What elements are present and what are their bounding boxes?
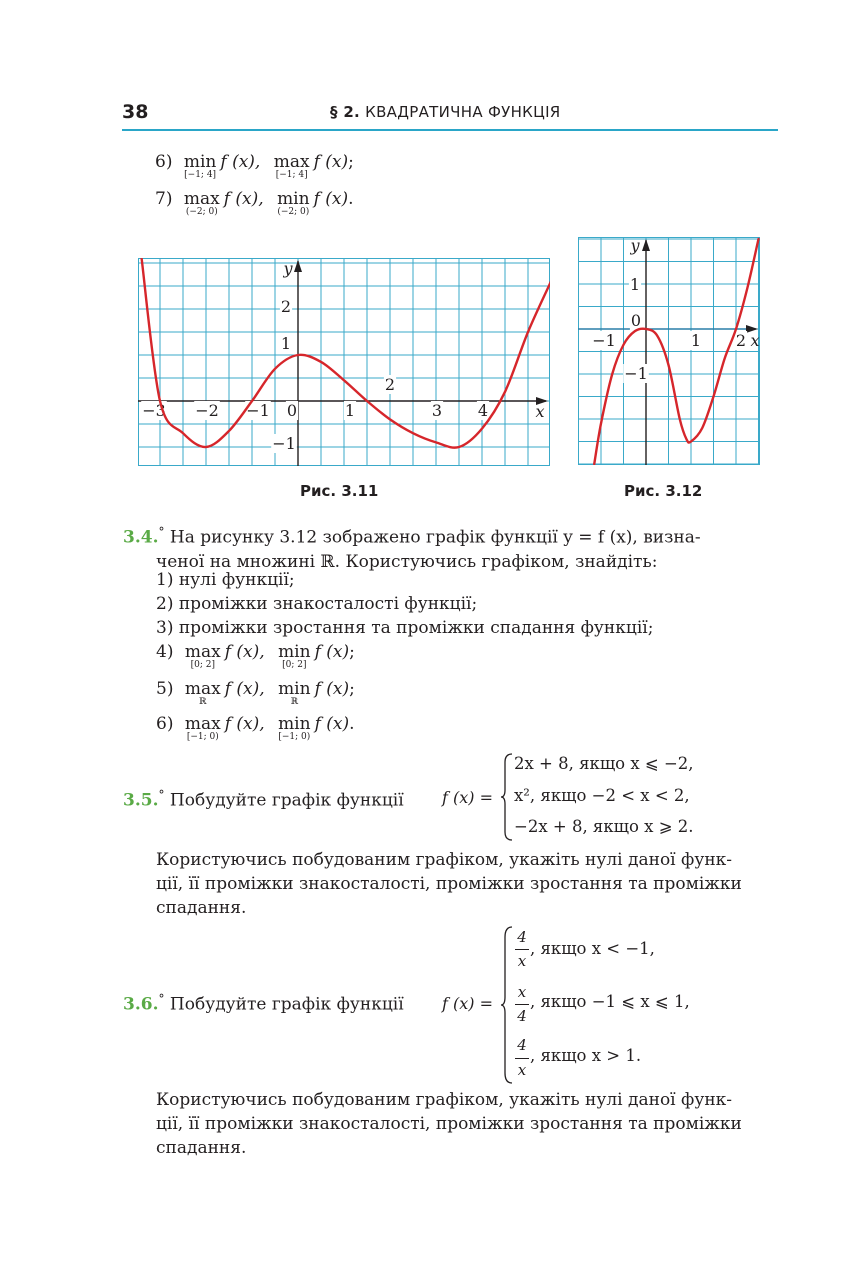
task-3-5-lhs: f (x) = bbox=[442, 788, 494, 807]
task-3-6-followup bbox=[156, 1088, 778, 1160]
text-line: спадання. bbox=[156, 1138, 247, 1158]
task-3-6-cond-2: , якщо −1 ⩽ x ⩽ 1, bbox=[530, 992, 690, 1011]
tick-label: 4 bbox=[477, 401, 489, 420]
figure-3-11-caption: Рис. 3.11 bbox=[300, 482, 379, 500]
max-operator bbox=[185, 714, 221, 742]
task-3-5-brace bbox=[500, 752, 514, 842]
tick-label: 0 bbox=[630, 311, 642, 330]
tick-label: −3 bbox=[142, 401, 166, 420]
fx: f (x), bbox=[224, 714, 265, 734]
min-operator bbox=[184, 152, 217, 180]
task-3-4-item-4 bbox=[156, 642, 355, 670]
item-7-top bbox=[155, 189, 354, 217]
op-subscript: [−1; 4] bbox=[184, 170, 217, 180]
op-text: max bbox=[273, 152, 310, 172]
min-operator bbox=[278, 642, 311, 670]
task-3-6-statement bbox=[123, 992, 404, 1015]
op-subscript: [0; 2] bbox=[282, 660, 307, 670]
frac-denominator: x bbox=[517, 1061, 527, 1079]
fx: f (x), bbox=[220, 152, 261, 172]
y-axis-label: y bbox=[283, 259, 293, 278]
y-axis-arrow bbox=[642, 239, 650, 251]
fx: f (x), bbox=[224, 679, 265, 699]
tick-label: 3 bbox=[431, 401, 443, 420]
header-rule bbox=[122, 129, 778, 131]
figure-3-12-graph bbox=[578, 237, 760, 465]
fx: f (x), bbox=[223, 189, 264, 209]
fx: f (x) bbox=[314, 642, 350, 662]
punct: ; bbox=[348, 152, 354, 172]
punct: . bbox=[349, 714, 355, 734]
text-line: Користуючись побудованим графіком, укажіть нулі даної функ- bbox=[156, 850, 733, 870]
task-number: 3.6. bbox=[123, 994, 159, 1015]
min-operator bbox=[278, 714, 311, 742]
task-3-6-brace bbox=[500, 925, 514, 1085]
figure-3-11-graph bbox=[138, 258, 550, 466]
item-number: 6) bbox=[155, 152, 173, 172]
text-line: ції, її проміжки знакосталості, проміжки зростання та проміжки bbox=[156, 1114, 742, 1134]
task-3-4-item-3: 3) проміжки зростання та проміжки спадання функції; bbox=[156, 618, 654, 638]
tick-label: 2 bbox=[280, 297, 292, 316]
fx: f (x), bbox=[224, 642, 265, 662]
task-3-4-line-1 bbox=[123, 520, 778, 550]
fraction-bar bbox=[515, 1004, 529, 1005]
task-3-4-line-2: ченої на множині ℝ. Користуючись графіком, знайдіть: bbox=[156, 551, 658, 572]
frac-denominator: 4 bbox=[517, 1007, 527, 1025]
text-line: ції, її проміжки знакосталості, проміжки зростання та проміжки bbox=[156, 874, 742, 894]
tick-label: 1 bbox=[280, 334, 292, 353]
tick-label: −1 bbox=[246, 401, 270, 420]
op-subscript: [−1; 0) bbox=[186, 732, 219, 742]
op-text: min bbox=[278, 642, 311, 662]
task-text: Побудуйте графік функції bbox=[169, 790, 404, 811]
tick-label: 1 bbox=[344, 401, 356, 420]
fx: f (x) bbox=[314, 679, 350, 699]
task-3-6-cond-1: , якщо x < −1, bbox=[530, 939, 655, 958]
y-axis-label: y bbox=[630, 237, 640, 255]
fraction-bar bbox=[515, 1058, 529, 1059]
task-3-4-item-6 bbox=[156, 714, 355, 742]
op-text: max bbox=[184, 679, 221, 699]
frac-numerator: 4 bbox=[517, 1036, 527, 1054]
tick-label: −1 bbox=[272, 434, 296, 453]
fx: f (x) bbox=[313, 152, 349, 172]
item-number: 5) bbox=[156, 679, 174, 699]
task-3-4-text bbox=[123, 520, 778, 574]
item-6-top bbox=[155, 152, 354, 180]
item-number: 6) bbox=[156, 714, 174, 734]
item-number: 4) bbox=[156, 642, 174, 662]
min-operator bbox=[277, 189, 310, 217]
op-text: min bbox=[278, 679, 311, 699]
op-text: max bbox=[184, 714, 221, 734]
tick-label: 2 bbox=[384, 375, 396, 394]
text-line: спадання. bbox=[156, 898, 247, 918]
op-subscript: [0; 2] bbox=[190, 660, 215, 670]
frac-numerator: 4 bbox=[517, 928, 527, 946]
min-operator bbox=[278, 679, 311, 707]
x-axis-label: x bbox=[535, 402, 545, 421]
section-title: КВАДРАТИЧНА ФУНКЦІЯ bbox=[365, 103, 561, 121]
op-text: min bbox=[183, 152, 217, 172]
fx: f (x) bbox=[313, 189, 349, 209]
degree-mark: ° bbox=[158, 992, 165, 1006]
task-3-5-followup bbox=[156, 848, 778, 920]
max-operator bbox=[184, 189, 220, 217]
frac-numerator: x bbox=[517, 983, 527, 1001]
task-number: 3.5. bbox=[123, 790, 159, 811]
task-3-4-item-2: 2) проміжки знакосталості функції; bbox=[156, 594, 478, 614]
task-3-4-item-5 bbox=[156, 679, 355, 707]
punct: . bbox=[348, 189, 354, 209]
running-head bbox=[330, 103, 561, 121]
op-subscript: (−2; 0) bbox=[185, 207, 218, 217]
max-operator bbox=[274, 152, 310, 180]
task-3-6-lhs: f (x) = bbox=[442, 994, 494, 1013]
op-subscript: ℝ bbox=[290, 697, 299, 707]
x-axis-label: x bbox=[750, 331, 760, 350]
op-text: min bbox=[277, 189, 310, 209]
fraction-bar bbox=[515, 949, 529, 950]
task-text: Побудуйте графік функції bbox=[169, 994, 404, 1015]
punct: ; bbox=[349, 642, 355, 662]
task-3-5-statement bbox=[123, 788, 404, 811]
task-number: 3.4. bbox=[123, 527, 159, 548]
op-text: max bbox=[183, 189, 220, 209]
max-operator bbox=[185, 642, 221, 670]
op-subscript: [−1; 0) bbox=[278, 732, 311, 742]
task-text: На рисунку 3.12 зображено графік функції y = f (x), визна- bbox=[169, 527, 701, 548]
task-3-5-piece-2: x², якщо −2 < x < 2, bbox=[514, 786, 690, 805]
punct: ; bbox=[349, 679, 355, 699]
figure-3-12-caption: Рис. 3.12 bbox=[624, 482, 703, 500]
frac-denominator: x bbox=[517, 952, 527, 970]
op-subscript: [−1; 4] bbox=[275, 170, 308, 180]
task-3-6-cond-3: , якщо x > 1. bbox=[530, 1046, 642, 1065]
tick-label: −1 bbox=[592, 331, 616, 350]
tick-label: 2 bbox=[735, 331, 747, 350]
max-operator bbox=[185, 679, 221, 707]
op-subscript: (−2; 0) bbox=[277, 207, 310, 217]
y-axis-arrow bbox=[294, 260, 302, 272]
section-mark: § 2. bbox=[330, 103, 361, 121]
tick-label: 0 bbox=[286, 401, 298, 420]
task-3-5-piece-1: 2x + 8, якщо x ⩽ −2, bbox=[514, 754, 694, 773]
task-3-4-item-1: 1) нулі функції; bbox=[156, 570, 295, 590]
degree-mark: ° bbox=[158, 525, 165, 539]
tick-label: 1 bbox=[690, 331, 702, 350]
fx: f (x) bbox=[314, 714, 350, 734]
op-text: max bbox=[184, 642, 221, 662]
tick-label: 1 bbox=[629, 275, 641, 294]
tick-label: −2 bbox=[195, 401, 219, 420]
tick-label: −1 bbox=[624, 364, 648, 383]
op-text: min bbox=[278, 714, 311, 734]
op-subscript: ℝ bbox=[199, 697, 207, 707]
task-3-5-piece-3: −2x + 8, якщо x ⩾ 2. bbox=[514, 817, 694, 836]
item-number: 7) bbox=[155, 189, 173, 209]
text-line: Користуючись побудованим графіком, укажіть нулі даної функ- bbox=[156, 1090, 733, 1110]
page-number: 38 bbox=[122, 101, 149, 123]
degree-mark: ° bbox=[158, 788, 165, 802]
